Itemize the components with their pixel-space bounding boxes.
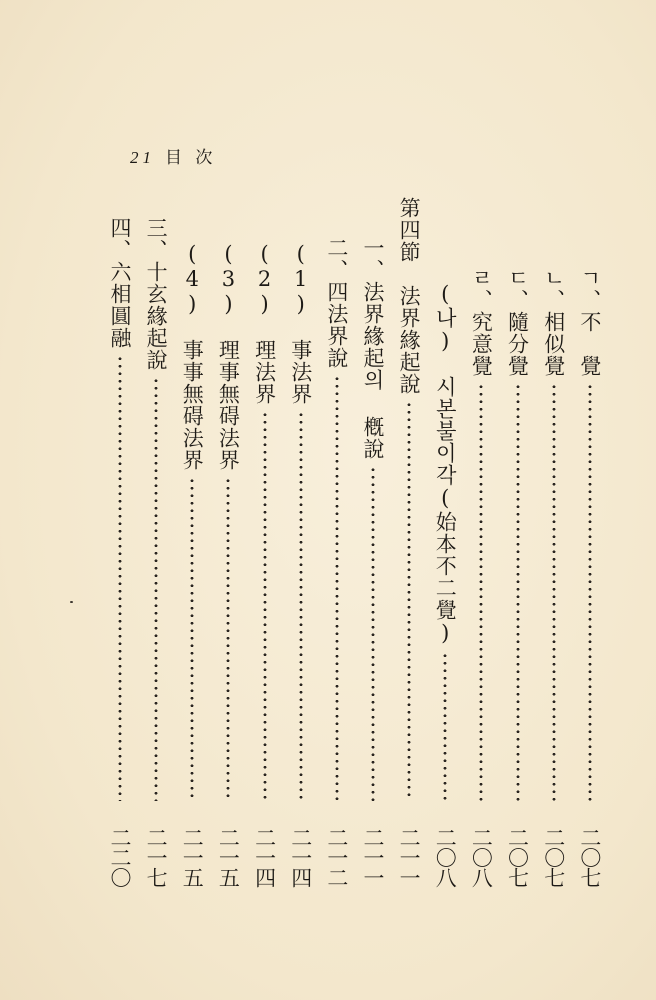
toc-entry — [430, 197, 460, 887]
toc-entry-label: 三、十玄緣起說 — [144, 217, 169, 371]
leader-dots — [299, 411, 303, 801]
toc-entry-label: 第四節 法界緣起說 — [397, 197, 422, 395]
toc-entry-page: 二二〇 — [108, 827, 132, 887]
toc-entry-label: 二、四法界說 — [324, 237, 349, 369]
leader-dots — [552, 383, 556, 801]
toc-entry-page: 二〇七 — [541, 827, 566, 887]
toc-entry — [250, 197, 280, 887]
toc-entry-page: 二〇八 — [469, 827, 494, 887]
toc-entry — [141, 197, 171, 887]
toc-entry-page: 二一二 — [324, 827, 349, 887]
toc-entry — [466, 197, 496, 887]
toc-entry-page: 二〇八 — [433, 827, 458, 887]
toc-entry-page: 二一四 — [252, 827, 277, 887]
toc-entry — [177, 197, 207, 887]
toc-entry-page: 二〇七 — [577, 827, 602, 887]
toc-entry — [322, 197, 352, 887]
toc-entry — [539, 197, 569, 887]
toc-entry-page: 二一五 — [216, 827, 241, 887]
toc-entry-label: ㄱ、不 覺 — [577, 267, 602, 377]
page-number: 21 — [130, 148, 155, 167]
leader-dots — [516, 383, 520, 801]
leader-dots — [588, 383, 592, 801]
leader-dots — [371, 466, 375, 801]
toc-entry-label: (1) 事法界 — [288, 242, 313, 405]
toc-entry-label: ㄹ、究意覺 — [469, 267, 494, 377]
toc-entry-label: 四、六相圓融 — [108, 217, 132, 349]
leader-dots — [190, 477, 194, 801]
toc-entry — [394, 197, 424, 887]
leader-dots — [154, 377, 158, 801]
toc-entry-label: (나) 시본불이각(始本不二覺) — [433, 282, 458, 646]
toc-entry — [105, 197, 135, 887]
toc-entry — [213, 197, 243, 887]
leader-dots — [479, 383, 483, 801]
leader-dots — [263, 411, 267, 801]
toc-entry-page: 二一四 — [288, 827, 313, 887]
toc-entry-page: 二〇七 — [505, 827, 530, 887]
leader-dots — [335, 375, 339, 801]
toc-entry-label: (3) 理事無碍法界 — [216, 242, 241, 471]
paper-speck — [70, 601, 73, 603]
leader-dots — [226, 477, 230, 801]
toc-entry-label: (2) 理法界 — [252, 242, 277, 405]
running-header — [130, 143, 216, 168]
toc-entry — [358, 197, 388, 887]
toc-entry-page: 二一一 — [360, 827, 385, 887]
toc-entry-label: 一、法界緣起의 槪說 — [360, 237, 385, 460]
toc-entry — [286, 197, 316, 887]
section-title: 目 次 — [165, 148, 217, 168]
toc-entry-label: (4) 事事無碍法界 — [180, 242, 205, 471]
toc-entry — [575, 197, 605, 887]
toc-entry-label: ㄴ、相似覺 — [541, 267, 566, 377]
toc-entry-label: ㄷ、隨分覺 — [505, 267, 530, 377]
toc-entry — [503, 197, 533, 887]
leader-dots — [118, 355, 122, 801]
toc-entry-page: 二一五 — [180, 827, 205, 887]
leader-dots — [407, 401, 411, 801]
toc-entry-page: 二一七 — [144, 827, 169, 887]
toc-entry-page: 二一一 — [397, 827, 422, 887]
leader-dots — [443, 652, 447, 801]
table-of-contents — [105, 197, 605, 887]
